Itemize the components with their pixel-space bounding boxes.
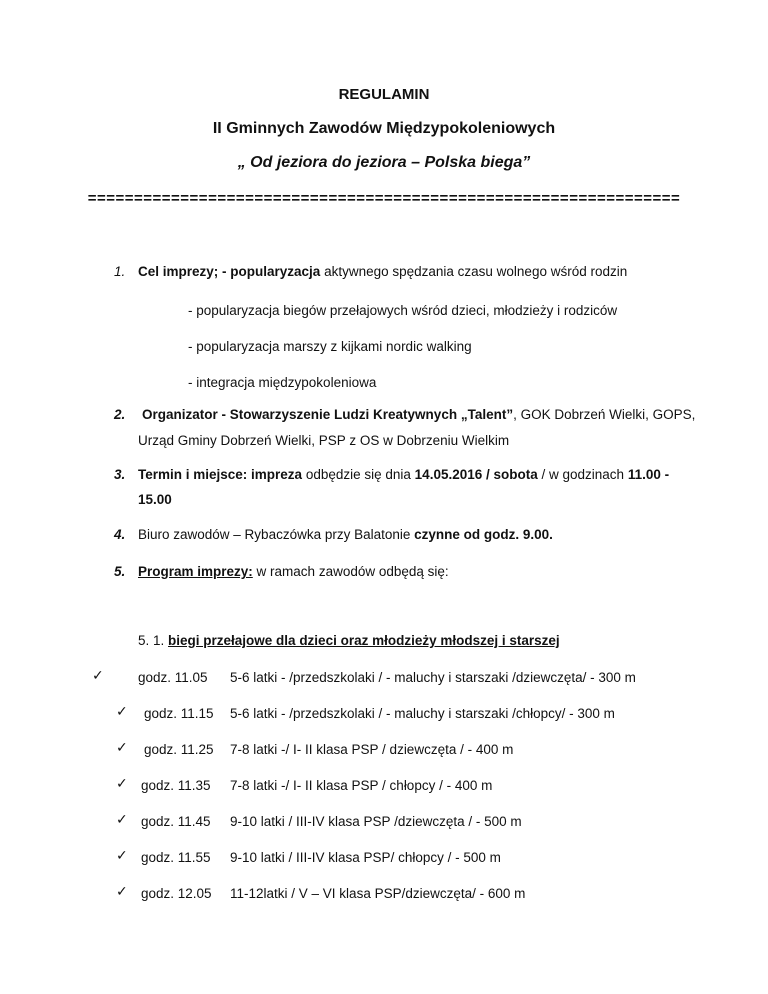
schedule-description: 9-10 latki / III-IV klasa PSP /dziewczęta / - 500 m (230, 814, 522, 829)
document-title: REGULAMIN (338, 86, 430, 103)
schedule-time: godz. 12.05 (141, 886, 212, 901)
schedule-time: godz. 11.35 (141, 778, 211, 793)
section-4-line (138, 527, 553, 542)
office-hours: czynne od godz. 9.00. (414, 527, 553, 542)
section-5-text: w ramach zawodów odbędą się: (252, 564, 449, 579)
schedule-time: godz. 11.25 (144, 742, 214, 757)
section-2-office: Urząd Gminy Dobrzeń Wielki (138, 433, 312, 448)
separator-line: ================================================================ (87, 190, 681, 207)
checkmark-icon: ✓ (116, 848, 128, 864)
section-3-number: 3. (114, 467, 126, 482)
event-end-time: 15.00 (138, 492, 172, 507)
section-1-lead-bold: Cel imprezy; - popularyzacja (138, 264, 321, 279)
section-1-number: 1. (114, 264, 126, 279)
schedule-description: 9-10 latki / III-IV klasa PSP/ chłopcy / - 500 m (230, 850, 501, 865)
section-2-line-2 (138, 433, 509, 448)
program-label: Program imprezy: (138, 564, 253, 579)
checkmark-icon: ✓ (116, 740, 128, 756)
section-3-label: Termin i miejsce: impreza (138, 467, 303, 482)
section-3-text: odbędzie się dnia (302, 467, 415, 482)
section-3-text: / w godzinach (537, 467, 628, 482)
schedule-time: godz. 11.55 (141, 850, 211, 865)
schedule-description: 5-6 latki - /przedszkolaki / - maluchy i starszaki /chłopcy/ - 300 m (230, 706, 615, 721)
section-2-line-1 (142, 407, 695, 422)
section-1-line: - popularyzacja biegów przełajowych wśród dzieci, młodzieży i rodziców (188, 303, 618, 318)
section-2-number: 2. (114, 407, 126, 422)
checkmark-icon: ✓ (116, 776, 128, 792)
section-1-line: - integracja międzypokoleniowa (188, 375, 377, 390)
schedule-time: godz. 11.45 (141, 814, 211, 829)
section-2-partners: , GOK Dobrzeń Wielki, GOPS, (513, 407, 696, 422)
section-1-lead-rest: aktywnego spędzania czasu wolnego wśród rodzin (320, 264, 628, 279)
section-2-organizer: Organizator - Stowarzyszenie Ludzi Kreatywnych „Talent” (142, 407, 514, 422)
event-start-time: 11.00 - (627, 467, 670, 482)
event-date: 14.05.2016 / sobota (414, 467, 538, 482)
program-heading-text: biegi przełajowe dla dzieci oraz młodzieży młodszej i starszej (168, 633, 560, 648)
section-1-line: - popularyzacja marszy z kijkami nordic walking (188, 339, 472, 354)
section-1-lead (138, 264, 627, 279)
schedule-description: 11-12latki / V – VI klasa PSP/dziewczęta/ - 600 m (230, 886, 526, 901)
checkmark-icon: ✓ (116, 812, 128, 828)
section-5-line (138, 564, 449, 579)
document-subtitle: II Gminnych Zawodów Międzypokoleniowych (212, 120, 556, 137)
section-4-text: Biuro zawodów – Rybaczówka przy Balatonie (138, 527, 415, 542)
program-heading (138, 633, 560, 648)
schedule-description: 7-8 latki -/ I- II klasa PSP / chłopcy / - 400 m (230, 778, 493, 793)
checkmark-icon: ✓ (116, 704, 128, 720)
schedule-time: godz. 11.05 (138, 670, 208, 685)
schedule-description: 7-8 latki -/ I- II klasa PSP / dziewczęta / - 400 m (230, 742, 514, 757)
section-3-line-1 (138, 467, 669, 482)
checkmark-icon: ✓ (92, 668, 104, 684)
schedule-description: 5-6 latki - /przedszkolaki / - maluchy i starszaki /dziewczęta/ - 300 m (230, 670, 636, 685)
schedule-time: godz. 11.15 (144, 706, 214, 721)
checkmark-icon: ✓ (116, 884, 128, 900)
section-4-number: 4. (114, 527, 126, 542)
section-5-number: 5. (114, 564, 126, 579)
section-2-school: , PSP z OS w Dobrzeniu Wielkim (311, 433, 510, 448)
document-motto: „ Od jeziora do jeziora – Polska biega” (237, 154, 531, 171)
program-heading-number: 5. 1. (138, 633, 169, 648)
